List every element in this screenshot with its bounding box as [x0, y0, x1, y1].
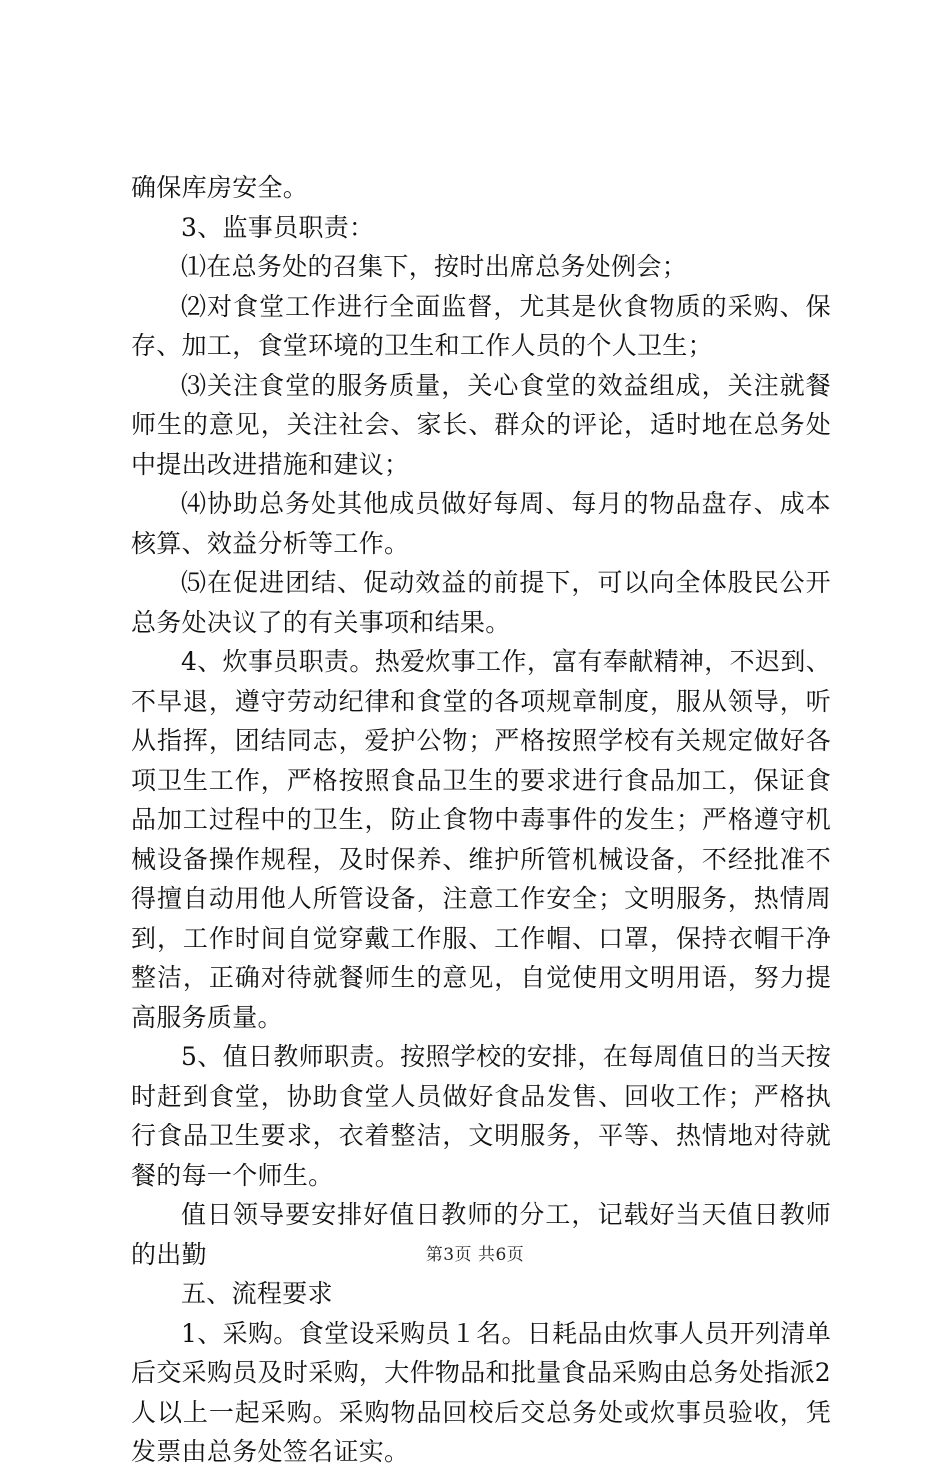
paragraph: 确保库房安全。 — [131, 173, 309, 202]
paragraph: ⑸在促进团结、促动效益的前提下，可以向全体股民公开总务处决议了的有关事项和结果。 — [131, 568, 831, 637]
paragraph: 1、采购。食堂设采购员１名。日耗品由炊事人员开列清单后交采购员及时采购，大件物品和批量食品采购由总务处指派2人以上一起采购。采购物品回校后交总务处或炊事员验收，凭发票由总务处签名证实。 — [131, 1318, 831, 1466]
paragraph: ⑶关注食堂的服务质量，关心食堂的效益组成，关注就餐师生的意见，关注社会、家长、群众的评论，适时地在总务处中提出改进措施和建议； — [131, 370, 831, 479]
page-footer: 第3页 共6页 — [425, 1245, 525, 1265]
paragraph: ⑷协助总务处其他成员做好每周、每月的物品盘存、成本核算、效益分析等工作。 — [131, 489, 831, 558]
paragraph: 4、炊事员职责。热爱炊事工作，富有奉献精神，不迟到、不早退，遵守劳动纪律和食堂的各项规章制度，服从领导，听从指挥，团结同志，爱护公物；严格按照学校有关规定做好各项卫生工作，严格按照食品卫生的要求进行食品加工，保证食品加工过程中的卫生，防止食物中毒事件的发生；严格遵守机械设备操作规程，及时保养、维护所管机械设备，不经批准不得擅自动用他人所管设备，注意工作安全；文明服务，热情周到，工作时间自觉穿戴工作服、工作帽、口罩，保持衣帽干净整洁，正确对待就餐师生的意见，自觉使用文明用语，努力提高服务质量。 — [131, 647, 831, 1032]
paragraph: 值日领导要安排好值日教师的分工，记载好当天值日教师的出勤 — [131, 1200, 831, 1269]
paragraph: ⑴在总务处的召集下，按时出席总务处例会； — [181, 252, 688, 281]
document-body — [131, 168, 831, 1472]
paragraph: 5、值日教师职责。按照学校的安排，在每周值日的当天按时赶到食堂，协助食堂人员做好食品发售、回收工作；严格执行食品卫生要求，衣着整洁，文明服务，平等、热情地对待就餐的每一个师生。 — [131, 1042, 831, 1190]
section-heading-supervisor: 3、监事员职责： — [181, 212, 375, 242]
paragraph: ⑵对食堂工作进行全面监督，尤其是伙食物质的采购、保存、加工，食堂环境的卫生和工作人员的个人卫生； — [131, 291, 831, 360]
section-heading-process: 五、流程要求 — [181, 1279, 333, 1308]
